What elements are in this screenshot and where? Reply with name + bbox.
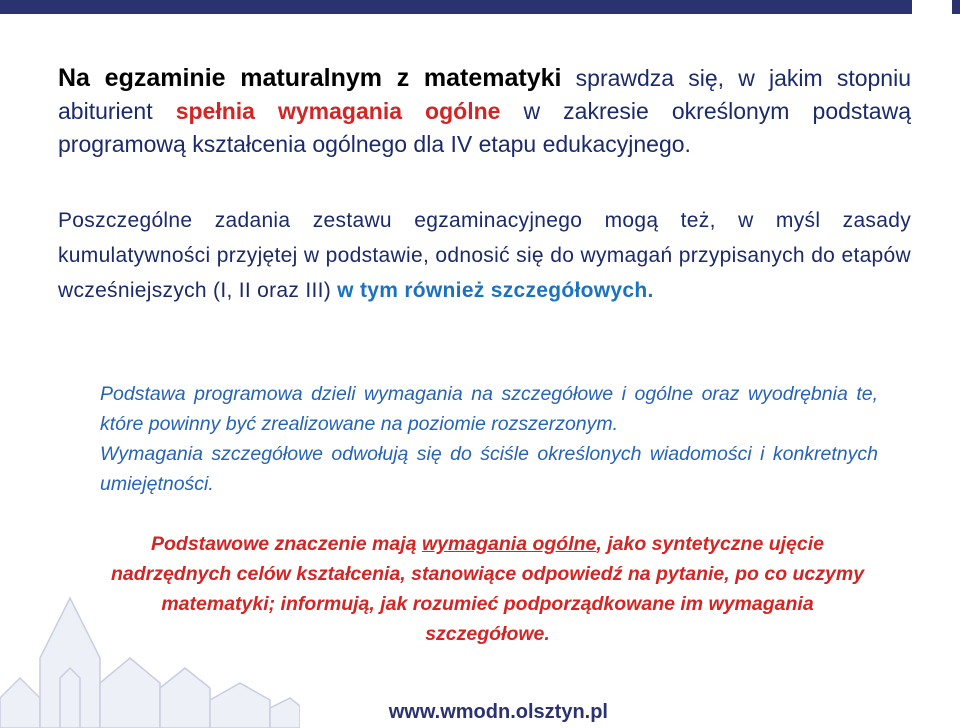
website-url: www.wmodn.olsztyn.pl	[388, 701, 608, 723]
intro-text-b: w zakresie określonym podstawą programową kształcenia ogólnego dla IV etapu edukacyjnego.	[58, 98, 911, 157]
paragraph-requirements	[100, 379, 878, 499]
intro-lead: Na egzaminie maturalnym z matematyki	[58, 64, 562, 92]
cumulative-highlight: w tym również szczegółowych.	[337, 279, 654, 302]
requirements-line-1: Podstawa programowa dzieli wymagania na szczegółowe i ogólne oraz wyodrębnia te, które powinny być zrealizowane na poziomie rozszerzonym.	[100, 383, 878, 435]
general-text-b: , jako syntetyczne ujęcie nadrzędnych celów kształcenia, stanowiące odpowiedź na pytanie, po co uczymy matematyki; informują, jak rozumieć podporządkowane im wymagania szczegółowe.	[110, 533, 865, 645]
paragraph-cumulative	[58, 203, 911, 308]
intro-highlight: spełnia wymagania ogólne	[175, 98, 501, 124]
top-bar-corner	[912, 0, 952, 14]
general-text-a: Podstawowe znaczenie mają	[151, 533, 422, 555]
city-skyline-watermark-icon	[0, 588, 300, 728]
top-accent-bar	[0, 0, 960, 14]
general-underlined: wymagania ogólne	[421, 533, 597, 555]
cumulative-text: Poszczególne zadania zestawu egzaminacyjnego mogą też, w myśl zasady kumulatywności przyjętej w podstawie, odnosić się do wymagań przypisanych do etapów wcześniejszych (I, II oraz III)	[58, 209, 911, 302]
paragraph-intro	[58, 62, 911, 161]
requirements-line-2: Wymagania szczegółowe odwołują się do ściśle określonych wiadomości i konkretnych umiejętności.	[100, 443, 878, 495]
intro-text-a: sprawdza się, w jakim stopniu abiturient	[58, 65, 911, 124]
